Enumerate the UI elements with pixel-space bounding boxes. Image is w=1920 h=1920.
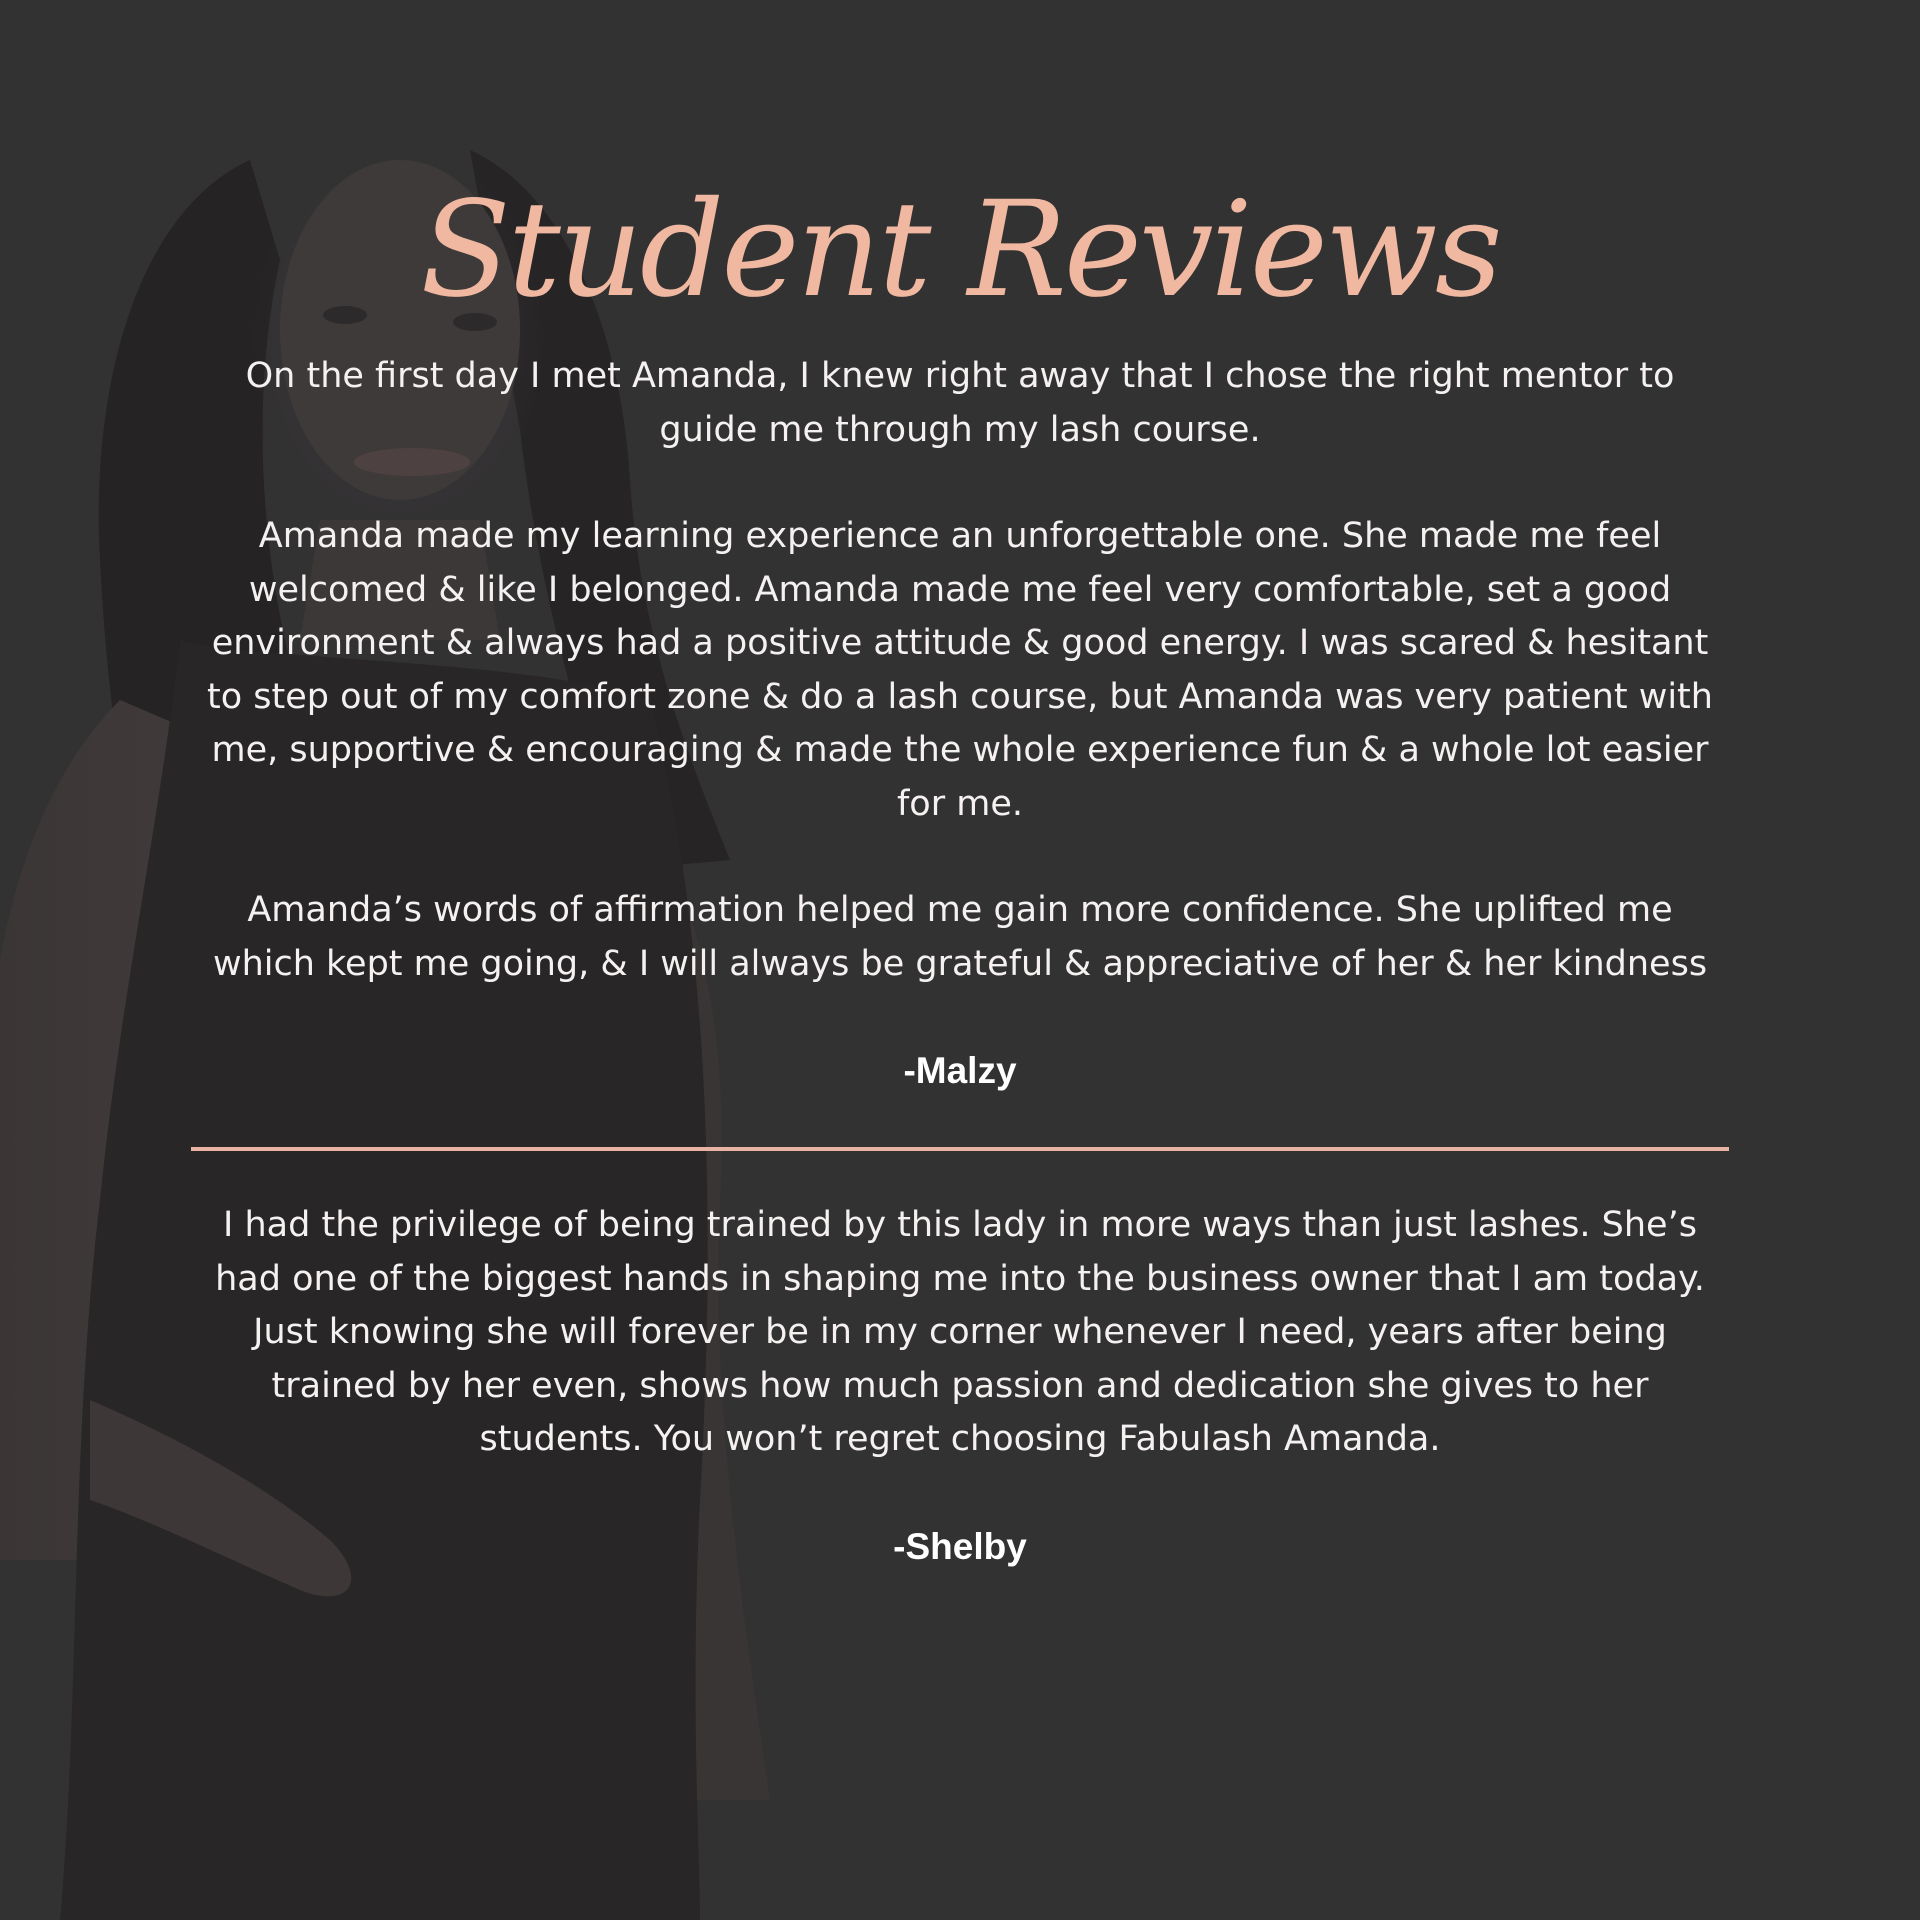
review-paragraph: Amanda’s words of affirmation helped me gain more confidence. She uplifted me which kept me going, & I will always be grateful & appreciative of her & her kindness	[212, 890, 1708, 984]
page-title: Student Reviews	[420, 173, 1500, 327]
review-divider	[191, 1147, 1729, 1151]
review-malzy	[190, 350, 1730, 1097]
review-shelby	[190, 1199, 1730, 1573]
review-body	[190, 1199, 1730, 1467]
review-author: -Shelby	[893, 1525, 1027, 1567]
review-author: -Malzy	[903, 1050, 1017, 1091]
review-body	[190, 350, 1730, 991]
review-paragraph: I had the privilege of being trained by this lady in more ways than just lashes. She’s had one of the biggest hands in shaping me into the business owner that I am today. Just knowing she will forever be in my corner whenever I need, years after being trained by her even, shows how much passion and dedication she gives to her students. You won’t regret choosing Fabulash Amanda.	[215, 1205, 1705, 1459]
review-paragraph: Amanda made my learning experience an unforgettable one. She made me feel welcomed & like I belonged. Amanda made me feel very comfortable, set a good environment & always had a positive attitude & good energy. I was scared & hesitant to step out of my comfort zone & do a lash course, but Amanda was very patient with me, supportive & encouraging & made the whole experience fun & a whole lot easier for me.	[207, 516, 1713, 824]
review-paragraph: On the first day I met Amanda, I knew right away that I chose the right mentor to guide me through my lash course.	[245, 356, 1675, 450]
reviews-content	[190, 170, 1730, 1573]
